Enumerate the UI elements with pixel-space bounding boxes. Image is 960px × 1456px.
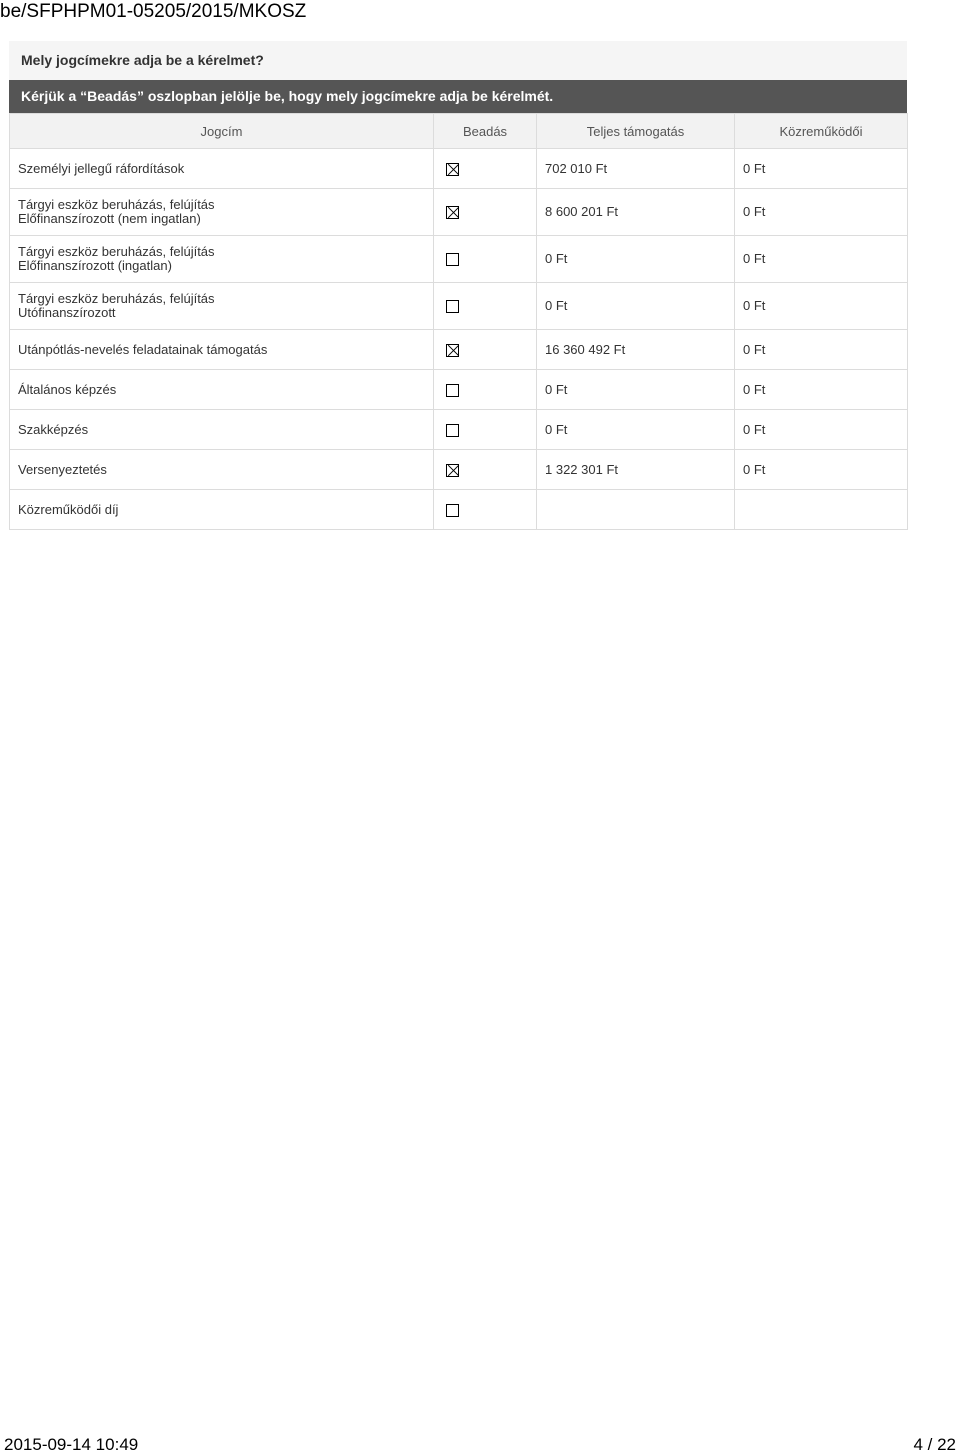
unchecked-checkbox-icon[interactable] — [446, 300, 459, 313]
claim-label: Általános képzés — [18, 381, 117, 397]
table-row — [10, 410, 908, 450]
section-instruction: Kérjük a “Beadás” oszlopban jelölje be, hogy mely jogcímekre adja be kérelmét. — [9, 80, 907, 113]
claim-label-cell — [10, 330, 434, 370]
section-title: Mely jogcímekre adja be a kérelmet? — [9, 41, 907, 80]
contributor-value: 0 Ft — [735, 330, 908, 370]
submit-checkbox-cell — [434, 189, 537, 236]
unchecked-checkbox-icon[interactable] — [446, 384, 459, 397]
total-support-value: 0 Ft — [537, 236, 735, 283]
total-support-value: 1 322 301 Ft — [537, 450, 735, 490]
submit-checkbox-cell — [434, 330, 537, 370]
total-support-value — [537, 490, 735, 530]
document-id: be/SFPHPM01-05205/2015/MKOSZ — [0, 1, 307, 22]
claim-label: Szakképzés — [18, 421, 89, 437]
header-kozremukodoi: Közreműködői — [735, 114, 908, 149]
table-row — [10, 450, 908, 490]
table-row — [10, 149, 908, 189]
claims-table-body — [10, 149, 908, 530]
table-row — [10, 236, 908, 283]
claim-label-cell — [10, 149, 434, 189]
claim-label: Közreműködői díj — [18, 501, 119, 517]
table-row — [10, 189, 908, 236]
contributor-value: 0 Ft — [735, 283, 908, 330]
submit-checkbox-cell — [434, 283, 537, 330]
submit-checkbox-cell — [434, 236, 537, 283]
claim-label-cell — [10, 189, 434, 236]
claim-label: Utófinanszírozott — [18, 305, 116, 320]
table-header-row — [10, 114, 908, 149]
submit-checkbox-cell — [434, 370, 537, 410]
submit-checkbox-cell — [434, 149, 537, 189]
claims-table — [9, 113, 908, 530]
unchecked-checkbox-icon[interactable] — [446, 253, 459, 266]
header-jogcim: Jogcím — [10, 114, 434, 149]
unchecked-checkbox-icon[interactable] — [446, 424, 459, 437]
claim-label-cell — [10, 410, 434, 450]
footer-page-number: 4 / 22 — [913, 1435, 956, 1454]
claim-label-cell — [10, 450, 434, 490]
claim-section — [9, 41, 907, 530]
claim-label-cell — [10, 283, 434, 330]
checked-checkbox-icon[interactable] — [446, 163, 459, 176]
claim-label: Előfinanszírozott (nem ingatlan) — [18, 211, 201, 226]
total-support-value: 0 Ft — [537, 370, 735, 410]
submit-checkbox-cell — [434, 450, 537, 490]
table-row — [10, 283, 908, 330]
claim-label-cell — [10, 236, 434, 283]
claim-label-cell — [10, 490, 434, 530]
total-support-value: 702 010 Ft — [537, 149, 735, 189]
contributor-value: 0 Ft — [735, 410, 908, 450]
claim-label: Versenyeztetés — [18, 461, 107, 477]
claim-label: Utánpótlás-nevelés feladatainak támogatás — [18, 341, 268, 357]
contributor-value: 0 Ft — [735, 149, 908, 189]
table-row — [10, 370, 908, 410]
table-row — [10, 330, 908, 370]
header-teljes-tamogatas: Teljes támogatás — [537, 114, 735, 149]
contributor-value: 0 Ft — [735, 189, 908, 236]
claim-label: Tárgyi eszköz beruházás, felújítás — [18, 291, 215, 306]
submit-checkbox-cell — [434, 410, 537, 450]
contributor-value: 0 Ft — [735, 236, 908, 283]
claim-label: Tárgyi eszköz beruházás, felújítás — [18, 244, 215, 259]
contributor-value — [735, 490, 908, 530]
header-beadas: Beadás — [434, 114, 537, 149]
total-support-value: 0 Ft — [537, 410, 735, 450]
checked-checkbox-icon[interactable] — [446, 464, 459, 477]
contributor-value: 0 Ft — [735, 450, 908, 490]
claim-label: Előfinanszírozott (ingatlan) — [18, 258, 172, 273]
total-support-value: 0 Ft — [537, 283, 735, 330]
footer-datetime: 2015-09-14 10:49 — [4, 1435, 139, 1454]
total-support-value: 8 600 201 Ft — [537, 189, 735, 236]
claim-label: Személyi jellegű ráfordítások — [18, 160, 185, 176]
submit-checkbox-cell — [434, 490, 537, 530]
claim-label-cell — [10, 370, 434, 410]
unchecked-checkbox-icon[interactable] — [446, 504, 459, 517]
checked-checkbox-icon[interactable] — [446, 344, 459, 357]
contributor-value: 0 Ft — [735, 370, 908, 410]
checked-checkbox-icon[interactable] — [446, 206, 459, 219]
claim-label: Tárgyi eszköz beruházás, felújítás — [18, 197, 215, 212]
total-support-value: 16 360 492 Ft — [537, 330, 735, 370]
table-row — [10, 490, 908, 530]
